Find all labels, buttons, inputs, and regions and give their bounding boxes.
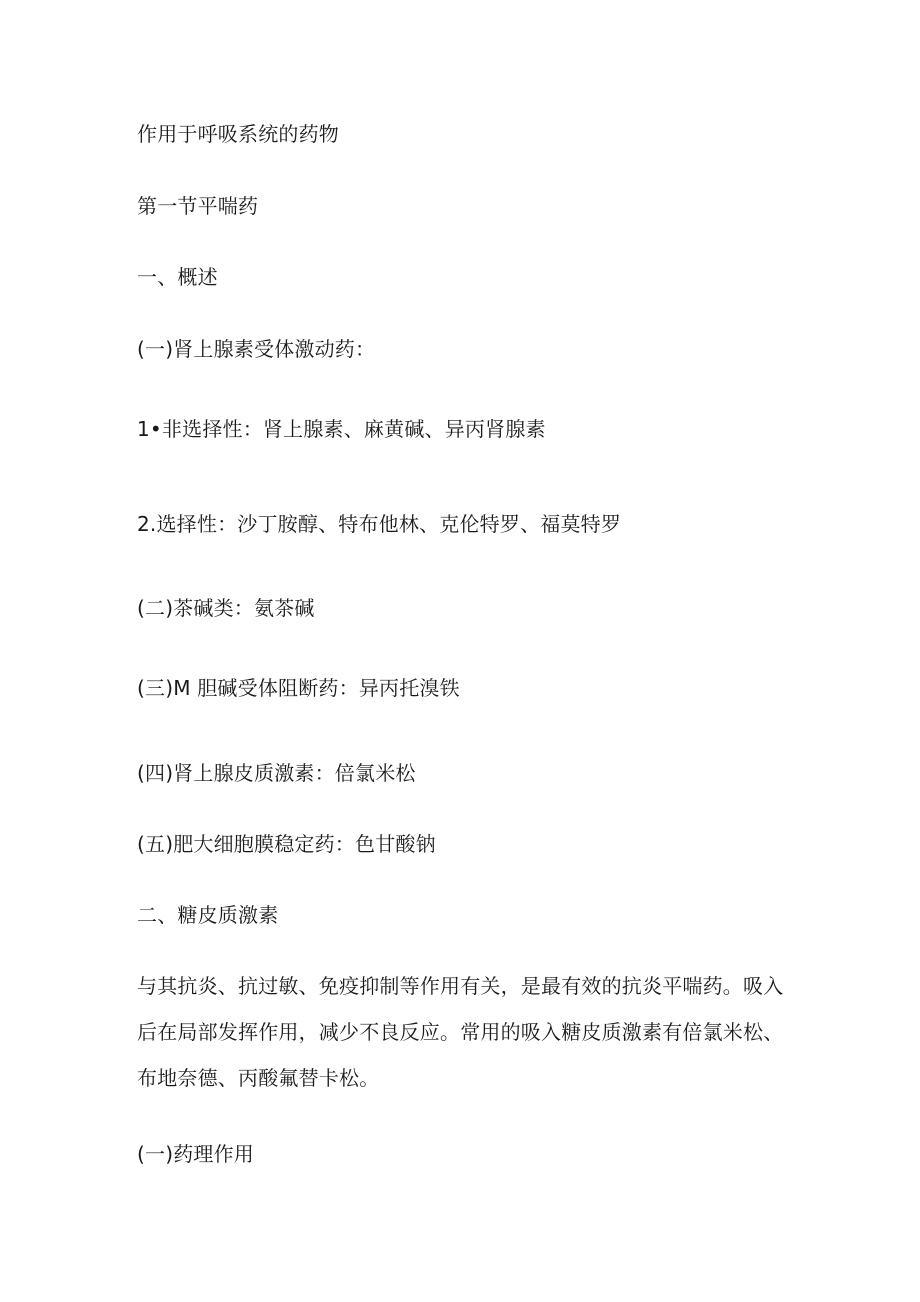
heading-overview: 一、概述 — [137, 265, 218, 289]
subheading-pharmacology: (一)药理作用 — [137, 1142, 255, 1166]
paragraph-line: 后在局部发挥作用，减少不良反应。常用的吸入糖皮质激素有倍氯米松、 — [137, 1020, 784, 1044]
subheading-adrenergic-agonists: (一)肾上腺素受体激动药： — [137, 337, 376, 361]
heading-glucocorticoid: 二、糖皮质激素 — [137, 903, 279, 927]
subheading-theophylline: (二)茶碱类：氨茶碱 — [137, 596, 315, 620]
subheading-m-cholinergic-blockers: (三)M 胆碱受体阻断药：异丙托溴铁 — [137, 676, 460, 700]
list-item-selective: 2.选择性：沙丁胺醇、特布他林、克伦特罗、福莫特罗 — [137, 512, 622, 536]
subheading-mast-cell-stabilizers: (五)肥大细胞膜稳定药：色甘酸钠 — [137, 832, 436, 856]
list-item-nonselective: 1•非选择性：肾上腺素、麻黄碱、异丙肾腺素 — [137, 417, 546, 441]
document-title: 作用于呼吸系统的药物 — [137, 122, 339, 146]
paragraph-line: 布地奈德、丙酸氟替卡松。 — [137, 1066, 380, 1090]
section-heading: 第一节平喘药 — [137, 194, 259, 218]
paragraph-glucocorticoid — [137, 974, 797, 1112]
subheading-corticosteroids: (四)肾上腺皮质激素：倍氯米松 — [137, 761, 416, 785]
paragraph-line: 与其抗炎、抗过敏、免疫抑制等作用有关，是最有效的抗炎平喘药。吸入 — [137, 974, 784, 998]
